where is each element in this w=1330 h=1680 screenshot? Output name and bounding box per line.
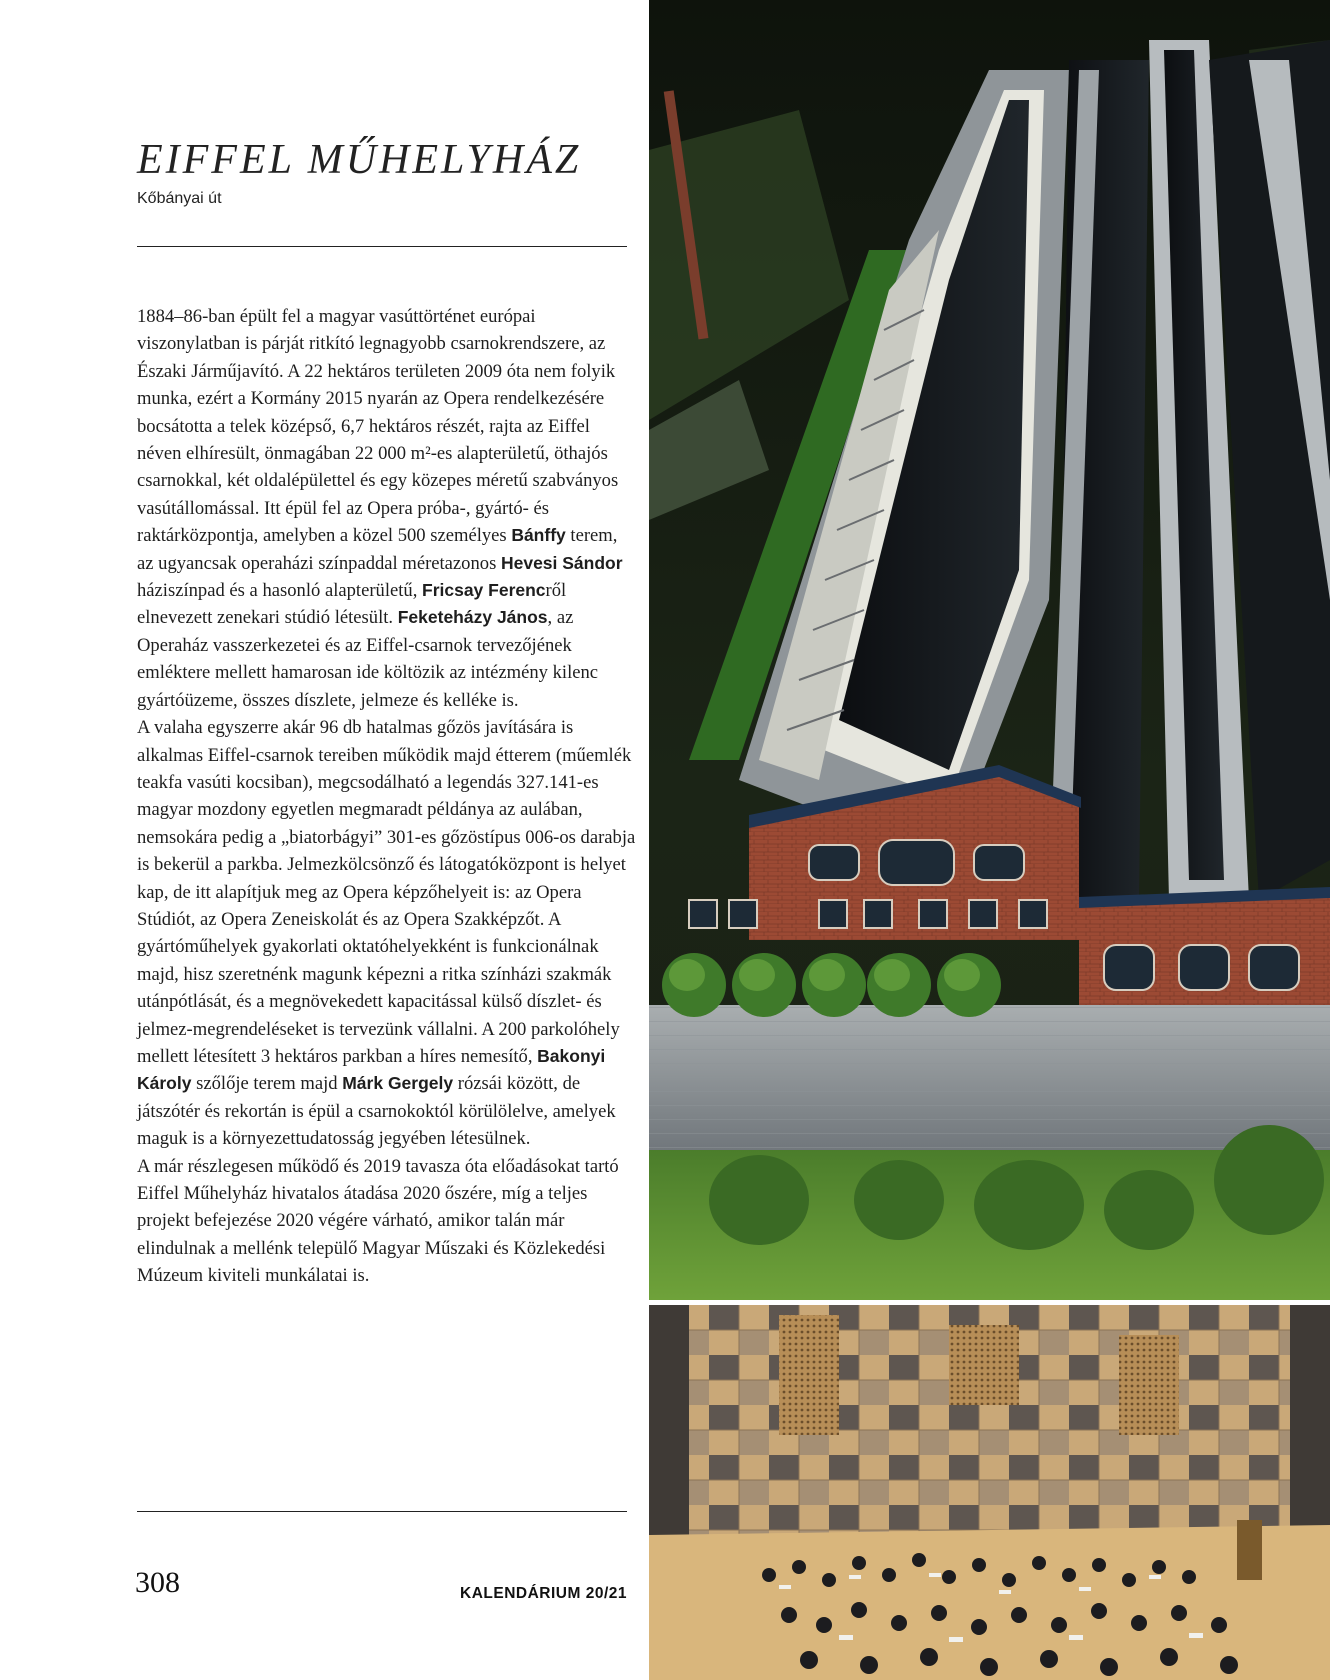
name-banffy: Bánffy bbox=[511, 525, 566, 546]
page-number: 308 bbox=[135, 1566, 180, 1599]
location-subtitle: Kőbányai út bbox=[137, 190, 222, 207]
article-body bbox=[137, 303, 637, 1290]
paragraph-1: 1884–86-ban épült fel a magyar vasúttörténet európai viszonylatban is párját ritkító legnagyobb csarnokrendszere, az Északi Járműjavító. A 22 hektáros területen 2009 óta nem folyik munka, ezért a Kormány 2015 nyarán az Opera rendelkezésére bocsátotta a telek középső, 6,7 hektáros részét, rajta az Eiffel néven elhíresült, önmagában 22 000 m²-es alapterületű, öthajós csarnokkal, két oldalépülettel és egy közepes méretű szabványos vasútállomással. Itt épül fel az Opera próba-, gyártó- és raktárközpontja, amelyben a közel 500 személyes Bánffy terem, az ugyancsak operaházi színpaddal méretazonos Hevesi Sándor háziszínpad és a hasonló alapterületű, Fricsay Ferencről elnevezett zenekari stúdió létesült. Feketeházy János, az Operaház vasszerkezetei és az Eiffel-csarnok tervezőjének emléktere mellett hamarosan ide költözik az intézmény kilenc gyártóüzeme, összes díszlete, jelmeze és kelléke is. bbox=[137, 306, 623, 711]
bottom-divider bbox=[137, 1511, 627, 1512]
name-hevesi-sandor: Hevesi Sándor bbox=[500, 552, 623, 573]
name-fricsay-ferenc: Fricsay Ferenc bbox=[422, 580, 546, 601]
paragraph-2: A valaha egyszerre akár 96 db hatalmas gőzös javítására is alkalmas Eiffel-csarnok tereiben működik majd étterem (műemlék teakfa vasúti kocsiban), megcsodálható a legendás 327.141-es magyar mozdony egyetlen megmaradt példánya az aulában, nemsokára pedig a „biatorbágyi” 301-es gőzöstípus 006-os darabja is bekerül a parkba. Jelmezkölcsönző és látogatóközpont is helyet kap, de itt alapítjuk meg az Opera képzőhelyeit is: az Opera Stúdiót, az Opera Zeneiskolát és az Opera Szakképzőt. A gyártóműhelyek gyakorlati oktatóhelyekként is funkcionálnak majd, hisz szeretnénk magunk képezni a ritka színházi szakmák utánpótlását, és a megnövekedett kapacitással külső díszlet- és jelmez-megrendeléseket is tervezünk vállalni. A 200 parkolóhely mellett létesített 3 hektáros parkban a híres nemesítő, Bakonyi Károly szőlője terem majd Márk Gergely rózsái között, de játszótér és rekortán is épül a csarnokoktól körülölelve, amelyek maguk is a környezettudatosság jegyében létesülnek. bbox=[137, 717, 636, 1150]
name-bakonyi-karoly: Bakonyi Károly bbox=[137, 1045, 606, 1094]
top-divider bbox=[137, 246, 627, 247]
name-mark-gergely: Márk Gergely bbox=[342, 1073, 454, 1094]
name-feketehazy-janos: Feketeházy János bbox=[397, 607, 548, 628]
magazine-name: KALENDÁRIUM 20/21 bbox=[460, 1585, 627, 1602]
orchestra-studio-photo bbox=[649, 1305, 1330, 1680]
hall-aerial-photo bbox=[649, 0, 1330, 1300]
paragraph-3: A már részlegesen működő és 2019 tavasza óta előadásokat tartó Eiffel Műhelyház hivatalos átadása 2020 őszére, míg a teljes projekt befejezése 2020 végére várható, amikor talán már elindulnak a mellénk települő Magyar Műszaki és Közlekedési Múzeum kiviteli munkálatai is. bbox=[137, 1155, 619, 1287]
article-title: EIFFEL MŰHELYHÁZ bbox=[137, 137, 582, 183]
